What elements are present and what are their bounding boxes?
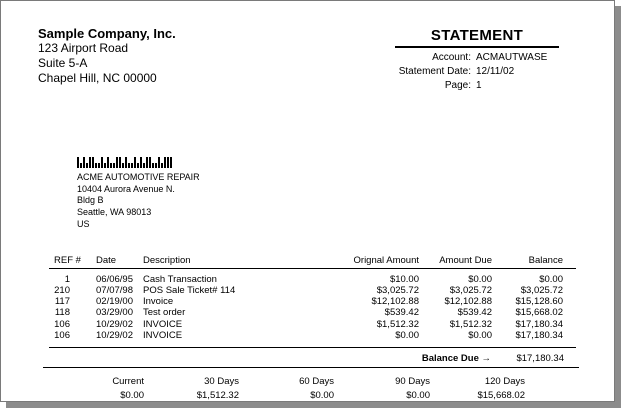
recipient-line: Bldg B	[77, 195, 104, 206]
statement-meta-values	[476, 51, 596, 93]
cell-original-amount: $3,025.72	[376, 285, 419, 296]
cell-original-amount: $10.00	[389, 274, 419, 285]
cell-date: 10/29/02	[96, 330, 133, 341]
cell-description: POS Sale Ticket# 114	[143, 285, 236, 296]
recipient-line: US	[77, 218, 90, 229]
header-amount-due: Amount Due	[439, 255, 492, 266]
page-shadow-right	[615, 6, 621, 406]
recipient-address	[77, 172, 200, 231]
cell-ref: 1	[64, 274, 70, 285]
aging-value-60: $0.00	[310, 390, 334, 401]
cell-description: Invoice	[143, 296, 174, 307]
table-row	[49, 330, 576, 340]
cell-amount-due: $0.00	[468, 330, 492, 341]
table-bottom-rule	[49, 347, 576, 348]
statement-date-label: Statement Date:	[398, 66, 471, 77]
header-date: Date	[96, 255, 117, 266]
statement-title: STATEMENT	[430, 27, 524, 44]
cell-description: INVOICE	[143, 330, 183, 341]
cell-amount-due: $12,102.88	[444, 296, 492, 307]
aging-header-120: 120 Days	[484, 376, 525, 387]
aging-top-rule	[43, 367, 579, 368]
statement-date-value: 12/11/02	[476, 66, 515, 77]
account-label: Account:	[432, 52, 471, 63]
header-original-amount: Orignal Amount	[353, 255, 419, 266]
header-balance: Balance	[528, 255, 563, 266]
cell-balance: $17,180.34	[515, 330, 563, 341]
aging-value-current: $0.00	[120, 390, 144, 401]
company-block	[38, 26, 176, 86]
cell-balance: $3,025.72	[520, 285, 563, 296]
company-address-line: 123 Airport Road	[38, 41, 129, 55]
cell-ref: 117	[54, 296, 70, 307]
postal-barcode	[77, 157, 173, 168]
cell-ref: 106	[54, 330, 70, 341]
table-row	[49, 274, 576, 284]
cell-date: 10/29/02	[96, 319, 133, 330]
cell-amount-due: $0.00	[468, 274, 492, 285]
cell-date: 07/07/98	[96, 285, 133, 296]
cell-description: INVOICE	[143, 319, 183, 330]
header-rule	[49, 268, 576, 269]
cell-description: Test order	[143, 307, 186, 318]
aging-header-60: 60 Days	[299, 376, 334, 387]
cell-ref: 118	[54, 307, 70, 318]
cell-ref: 210	[54, 285, 70, 296]
cell-ref: 106	[54, 319, 70, 330]
cell-balance: $15,128.60	[515, 296, 563, 307]
recipient-line: Seattle, WA 98013	[77, 207, 152, 218]
page-shadow-bottom	[6, 402, 621, 408]
cell-date: 06/06/95	[96, 274, 133, 285]
cell-amount-due: $3,025.72	[449, 285, 492, 296]
statement-meta-labels	[381, 51, 471, 93]
company-address-line: Suite 5-A	[38, 56, 88, 70]
table-header	[49, 255, 576, 265]
account-value: ACMAUTWASE	[476, 52, 548, 63]
table-row	[49, 296, 576, 306]
aging-header-30: 30 Days	[204, 376, 239, 387]
cell-original-amount: $1,512.32	[376, 319, 419, 330]
balance-due-value: $17,180.34	[516, 353, 564, 364]
cell-amount-due: $539.42	[457, 307, 492, 318]
table-row	[49, 307, 576, 317]
aging-value-120: $15,668.02	[477, 390, 525, 401]
title-underline	[395, 46, 559, 48]
aging-value-90: $0.00	[406, 390, 430, 401]
header-description: Description	[143, 255, 191, 266]
balance-due-label: Balance Due →	[421, 353, 491, 364]
recipient-line: 10404 Aurora Avenue N.	[77, 183, 175, 194]
aging-header-current: Current	[112, 376, 144, 387]
aging-header-90: 90 Days	[395, 376, 430, 387]
company-address-line: Chapel Hill, NC 00000	[38, 71, 157, 85]
cell-balance: $17,180.34	[515, 319, 563, 330]
recipient-line: ACME AUTOMOTIVE REPAIR	[77, 172, 200, 182]
aging-value-30: $1,512.32	[196, 390, 239, 401]
company-name: Sample Company, Inc.	[38, 26, 176, 41]
cell-original-amount: $0.00	[395, 330, 419, 341]
cell-balance: $15,668.02	[515, 307, 563, 318]
page-label: Page:	[444, 80, 471, 91]
table-row	[49, 285, 576, 295]
cell-balance: $0.00	[539, 274, 563, 285]
cell-original-amount: $539.42	[384, 307, 419, 318]
header-ref: REF #	[54, 255, 81, 266]
page-value: 1	[476, 80, 482, 91]
cell-amount-due: $1,512.32	[449, 319, 492, 330]
cell-date: 03/29/00	[96, 307, 133, 318]
cell-date: 02/19/00	[96, 296, 133, 307]
table-row	[49, 319, 576, 329]
cell-description: Cash Transaction	[143, 274, 217, 285]
cell-original-amount: $12,102.88	[371, 296, 419, 307]
